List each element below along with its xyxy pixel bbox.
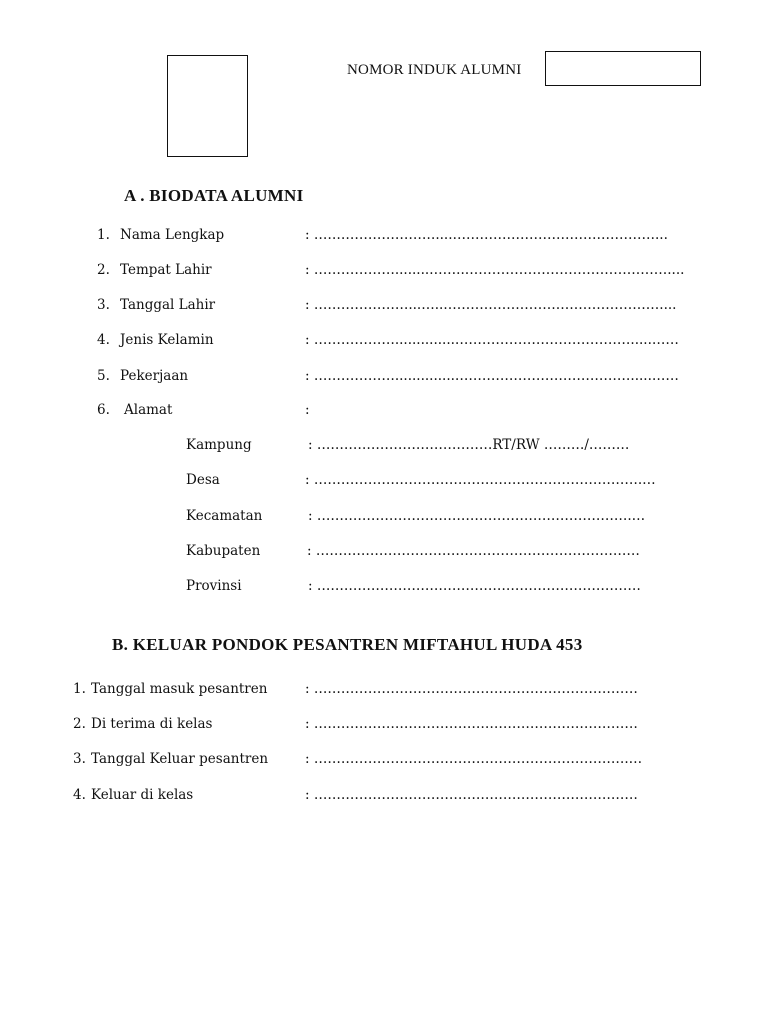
field-keluar-kelas[interactable]: : ……………………………………………………………… [305, 787, 638, 803]
photo-placeholder-box [167, 55, 248, 157]
item-number: 6. [97, 402, 110, 418]
field-tanggal-masuk[interactable]: : ……………………………………………………………… [305, 681, 638, 697]
field-label-kecamatan: Kecamatan [186, 508, 263, 524]
item-number: 3. [73, 751, 86, 767]
field-label-alamat: Alamat [124, 402, 173, 418]
item-number: 4. [73, 787, 86, 803]
item-number: 5. [97, 368, 110, 384]
field-label-jenis-kelamin: Jenis Kelamin [120, 332, 214, 348]
section-b-title-text: . KELUAR PONDOK PESANTREN MIFTAHUL HUDA 453 [123, 635, 583, 654]
field-label-kabupaten: Kabupaten [186, 543, 261, 559]
section-a-title: A . BIODATA ALUMNI [124, 186, 304, 205]
field-label-provinsi: Provinsi [186, 578, 242, 594]
field-label-tanggal-lahir: Tanggal Lahir [120, 297, 216, 313]
section-b-title-prefix: B [112, 635, 124, 654]
field-label-nama-lengkap: Nama Lengkap [120, 227, 225, 243]
item-number: 3. [97, 297, 110, 313]
nomor-induk-field[interactable] [545, 51, 701, 86]
field-kampung[interactable]: : …………………………………RT/RW ………/……… [308, 437, 630, 453]
field-label-kampung: Kampung [186, 437, 252, 453]
field-nama-lengkap[interactable]: : ………………………....………………………………………... [305, 227, 668, 243]
field-label-pekerjaan: Pekerjaan [120, 368, 189, 384]
item-number: 2. [97, 262, 110, 278]
item-number: 4. [97, 332, 110, 348]
field-jenis-kelamin[interactable]: : ………………..............………………………………….....…… [305, 332, 679, 348]
field-label-tempat-lahir: Tempat Lahir [120, 262, 212, 278]
item-number: 1. [73, 681, 86, 697]
item-number: 1. [97, 227, 110, 243]
field-tanggal-lahir[interactable]: : …………………...…..………………………………………….... [305, 297, 677, 313]
field-label-tanggal-keluar: Tanggal Keluar pesantren [91, 751, 269, 767]
field-kabupaten[interactable]: : ……………………………………………………………… [307, 543, 640, 559]
field-desa[interactable]: : ……………………………………………………………….… [305, 472, 656, 488]
field-label-diterima-kelas: Di terima di kelas [91, 716, 213, 732]
field-pekerjaan[interactable]: : ………………..............………………………………….....…… [305, 368, 679, 384]
field-tanggal-keluar[interactable]: : …………………………………………………………….… [305, 751, 643, 767]
field-label-tanggal-masuk: Tanggal masuk pesantren [91, 681, 268, 697]
field-label-keluar-kelas: Keluar di kelas [91, 787, 194, 803]
item-number: 2. [73, 716, 86, 732]
field-label-desa: Desa [186, 472, 220, 488]
field-kecamatan[interactable]: : …………………………………………………………….… [308, 508, 646, 524]
field-diterima-kelas[interactable]: : ……………………………………………………………… [305, 716, 638, 732]
field-alamat-colon: : [305, 402, 310, 418]
field-provinsi[interactable]: : ……………………………………………………………… [308, 578, 641, 594]
section-b-title [112, 635, 583, 655]
field-tempat-lahir[interactable]: : ………………........……..……………………………………….... [305, 262, 685, 278]
nomor-induk-label: NOMOR INDUK ALUMNI [347, 62, 522, 78]
